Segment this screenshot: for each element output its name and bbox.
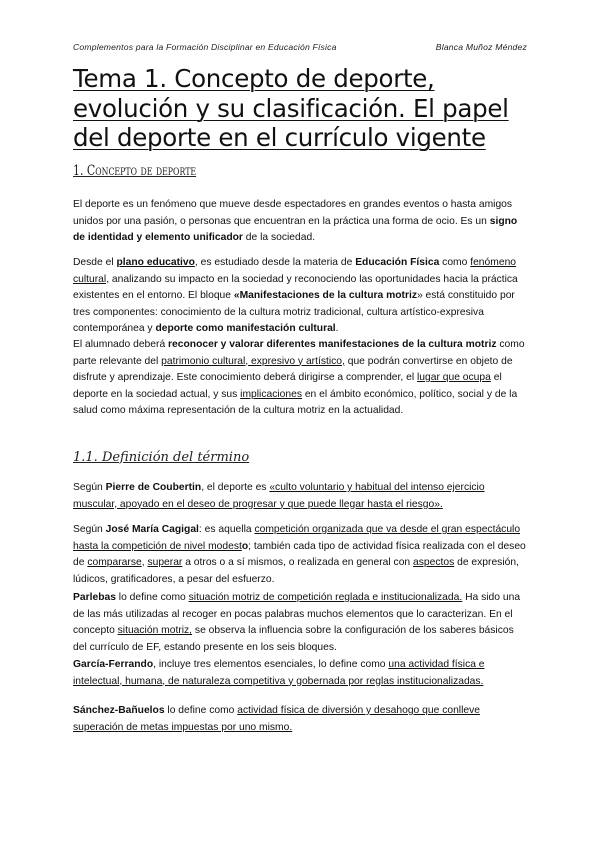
header-course: Complementos para la Formación Disciplinar en Educación Física [73, 42, 337, 52]
paragraph-cagigal [73, 522, 529, 588]
bold-text: García-Ferrando [73, 659, 154, 670]
text-run: : es aquella [198, 524, 255, 535]
underlined-text: «culto voluntario y habitual del intenso ejercicio muscular, apoyado en el deseo de progresar y que puede llegar hasta el riesgo». [73, 482, 485, 510]
header-author: Blanca Muñoz Méndez [435, 42, 527, 52]
document-title: Tema 1. Concepto de deporte, evolución y su clasificación. El papel del deporte en el currículo vigente [73, 64, 509, 152]
underlined-text: actividad física de diversión y desahogo que conlleve superación de metas impuestas por uno mismo. [73, 705, 480, 733]
underlined-text: situación motriz de competición reglada e institucionalizada. [188, 592, 463, 603]
paragraph-text [73, 657, 529, 690]
underlined-text: situación motriz, [117, 625, 193, 637]
bold-text: Pierre de Coubertin [105, 482, 202, 493]
paragraph-sanchez-banuelos [73, 703, 529, 736]
underlined-text: implicaciones [240, 388, 302, 400]
text-run: se observa la influencia sobre la configuración de los saberes básicos del currículo de EF, estando presente en los seis bloques. [73, 625, 514, 653]
underlined-text: competición organizada que va desde el gran espectáculo hasta la competición de nivel modest [73, 524, 521, 552]
subsection-heading: 1.1. Definición del término [73, 450, 250, 465]
paragraph-text [73, 337, 529, 420]
paragraph-text [73, 255, 529, 338]
paragraph-text [73, 590, 529, 656]
text-run: ; también cada tipo de actividad física realizada con el deseo de [73, 540, 526, 569]
paragraph-parlebas [73, 590, 529, 656]
paragraph-coubertin [73, 480, 529, 513]
text-run: Según [73, 482, 106, 493]
underlined-text: superar [147, 557, 183, 569]
paragraph-intro [73, 197, 529, 247]
paragraph-text [73, 703, 529, 736]
bold-text: signo de identidad y elemento unificador [73, 215, 518, 244]
text-run: , incluye tres elementos esenciales, lo define como [153, 659, 389, 670]
text-run: en el ámbito económico, político, social y de la salud como máxima representación de la cultura motriz en la actualidad. [73, 388, 518, 417]
paragraph-educational [73, 255, 529, 338]
text-run: lo define como [164, 705, 238, 716]
underlined-text: patrimonio cultural, expresivo y artístico, [161, 355, 345, 367]
text-run: » está constituido por tres componentes: conocimiento de la cultura motriz tradicional, cultura artístico-expresiva contemporánea y [73, 290, 515, 335]
text-run: el deporte en la sociedad actual, y sus [73, 372, 502, 400]
text-run: El deporte es un fenómeno que mueve desde espectadores en grandes eventos o hasta amigos unidos por una pasión, o personas que encuentran en la práctica una forma de ocio. Es un [73, 199, 513, 227]
underlined-text: aspectos [413, 557, 455, 569]
paragraph-students [73, 337, 529, 420]
text-run: Desde el [73, 257, 117, 268]
page-header [73, 42, 527, 52]
bold-text: «Manifestaciones de la cultura motriz [233, 290, 417, 302]
text-run: . [335, 323, 339, 335]
bold-text: deporte como manifestación cultural [155, 323, 336, 335]
underlined-text: fenómeno cultural, [73, 257, 517, 285]
text-run: a otros o a sí mismos, o realizada en general con [182, 557, 414, 569]
paragraph-text [73, 522, 529, 588]
underlined-text: una actividad física e intelectual, humana, de naturaleza competitiva y gobernada por reglas institucionalizadas. [73, 659, 485, 687]
paragraph-text [73, 480, 529, 513]
text-run: Ha sido una de las más utilizadas al recoger en pocas palabras muchos elementos que lo caracterizan. En el concepto [73, 592, 521, 637]
text-run: de expresión, lúdicos, gratificadores, a pesar del esfuerzo. [73, 557, 519, 585]
text-run: que podrán convertirse en objeto de disfrute y aprendizaje. Este conocimiento deberá dirigirse a comprender, el [73, 355, 513, 384]
text-run: como parte relevante del [73, 339, 525, 367]
bold-text: José María Cagigal [105, 524, 199, 535]
underlined-text: compararse [87, 557, 142, 569]
text-run: , el deporte es [201, 482, 270, 493]
section-heading: 1. Concepto de deporte [73, 163, 197, 179]
underlined-text: lugar que ocupa [417, 372, 491, 384]
text-run: Según [73, 524, 106, 535]
underlined-text: plano educativo [116, 257, 195, 268]
bold-text: Educación Física [355, 257, 440, 268]
bold-text: reconocer y valorar diferentes manifestaciones de la cultura motriz [168, 339, 497, 350]
bold-text: Parlebas [73, 592, 116, 603]
text-run: como [439, 257, 471, 268]
text-run: de la sociedad. [242, 232, 316, 244]
text-run: , es estudiado desde la materia de [194, 257, 356, 268]
bold-text: o [241, 540, 249, 552]
bold-text: Sánchez-Bañuelos [73, 705, 165, 716]
paragraph-text [73, 197, 529, 247]
paragraph-garcia-ferrando [73, 657, 529, 690]
text-run: , [141, 557, 148, 569]
text-run: El alumnado deberá [73, 339, 169, 350]
text-run: lo define como [115, 592, 189, 603]
text-run: analizando su impacto en la sociedad y reconociendo las oportunidades hacia la práctica existentes en el entorno. El bloque [73, 273, 518, 302]
